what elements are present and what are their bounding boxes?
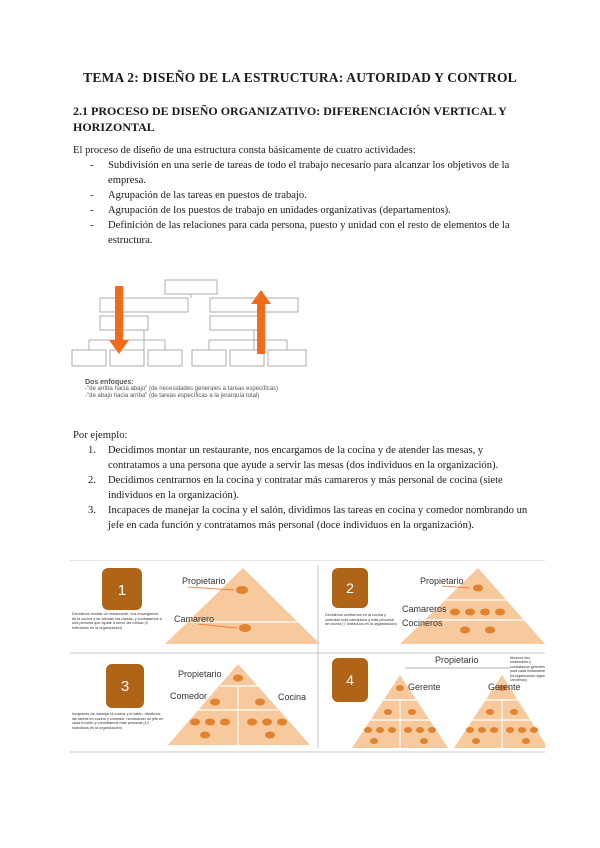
badge-number: 4 (346, 672, 354, 688)
badge-number: 1 (117, 582, 127, 599)
intro-paragraph: El proceso de diseño de una estructura consta básicamente de cuatro actividades: (73, 145, 416, 156)
example-intro: Por ejemplo: (73, 430, 128, 441)
list-item: - Definición de las relaciones para cada persona, puesto y unidad con el resto de elementos de la estructura. (90, 220, 510, 246)
activities-list (88, 158, 528, 248)
org-chart-diagram (70, 278, 310, 373)
pyramid-caption: Incapaces de manejar la cocina y el salón, dividimos las tareas en cocina y comedor, nombrando un jefe en cada función y contratamos más personal (12 individuos en la organización) (72, 712, 164, 730)
list-item: 2. Decidimos centrarnos en la cocina y contratar más camareros y más personal de cocina (siete individuos en la organización). (88, 475, 503, 501)
pyramid-label: Propietario (182, 576, 226, 586)
list-item: - Agrupación de las tareas en puestos de trabajo. (90, 190, 307, 201)
pyramid-label: Gerente (408, 682, 441, 692)
pyramid-label: Comedor (170, 691, 208, 701)
list-item: - Subdivisión en una serie de tareas de todo el trabajo necesario para alcanzar los objetivos de la empresa. (90, 160, 510, 186)
pyramid-panel-4 (332, 655, 545, 748)
pyramid-label: Cocineros (402, 618, 443, 628)
badge-number: 3 (120, 678, 130, 695)
person-dot (236, 586, 248, 594)
pyramid-panel-3 (72, 664, 310, 752)
dash-marker: - (90, 190, 94, 201)
examples-list (88, 443, 528, 533)
pyramid-caption: Decidimos centrarnos en la cocina y contratar más camareros y más personal de cocina (7 individuos en la organización) (325, 613, 397, 627)
dash-marker: - (90, 160, 94, 171)
pyramid-label: Propietario (178, 669, 222, 679)
pyramid-panel-2 (325, 568, 545, 649)
list-item: 3. Incapaces de manejar la cocina y el salón, dividimos las tareas en cocina y comedor nombrando un jefe en cada función y contratamos más personal (doce individuos en la organización). (88, 505, 528, 531)
pyramid-label: Camareros (402, 604, 447, 614)
note-line: -"de abajo hacia arriba" (de tareas específicas a la jerarquía total) (85, 393, 260, 399)
dash-marker: - (90, 205, 94, 216)
list-item: - Agrupación de los puestos de trabajo en unidades organizativas (departamentos). (90, 205, 451, 216)
section-heading: 2.1 PROCESO DE DISEÑO ORGANIZATIVO: DIFERENCIACIÓN VERTICAL Y HORIZONTAL (73, 104, 507, 134)
pyramid-label: Cocina (278, 692, 307, 702)
note-line: -"de arriba hacia abajo" (de necesidades generales a tareas específicas) (85, 386, 279, 392)
pyramid-label: Gerente (488, 682, 521, 692)
dash-marker: - (90, 220, 94, 231)
item-number: 1. (88, 445, 96, 456)
page-title: TEMA 2: DISEÑO DE LA ESTRUCTURA: AUTORIDAD Y CONTROL (83, 70, 517, 85)
pyramid-panel-1 (72, 568, 320, 652)
pyramid-label: Propietario (420, 576, 464, 586)
pyramid-caption: Abrimos otro restaurante y contratamos gerentes para cada restaurante (la organización sigue creciendo) (510, 656, 545, 683)
item-number: 3. (88, 505, 96, 516)
pyramid-label: Propietario (435, 655, 479, 665)
list-item: 1. Decidimos montar un restaurante, nos encargamos de la cocina y de atender las mesas, y contratamos a una persona que ayude a servir las mesas (dos individuos en la organización). (88, 445, 499, 471)
pyramid-label: Camarero (174, 614, 215, 624)
pyramid-caption: Decidimos montar un restaurante, nos encargamos de la cocina y de atender las mesas, y contratamos a una persona que ayude a servir las mesas (2 individuos en la organización) (72, 612, 162, 630)
note-heading: Dos enfoques: (85, 379, 134, 386)
person-dot (239, 624, 251, 632)
organization-growth-diagram (70, 560, 545, 755)
org-chart-note (85, 379, 278, 400)
badge-number: 2 (346, 580, 354, 596)
item-number: 2. (88, 475, 96, 486)
